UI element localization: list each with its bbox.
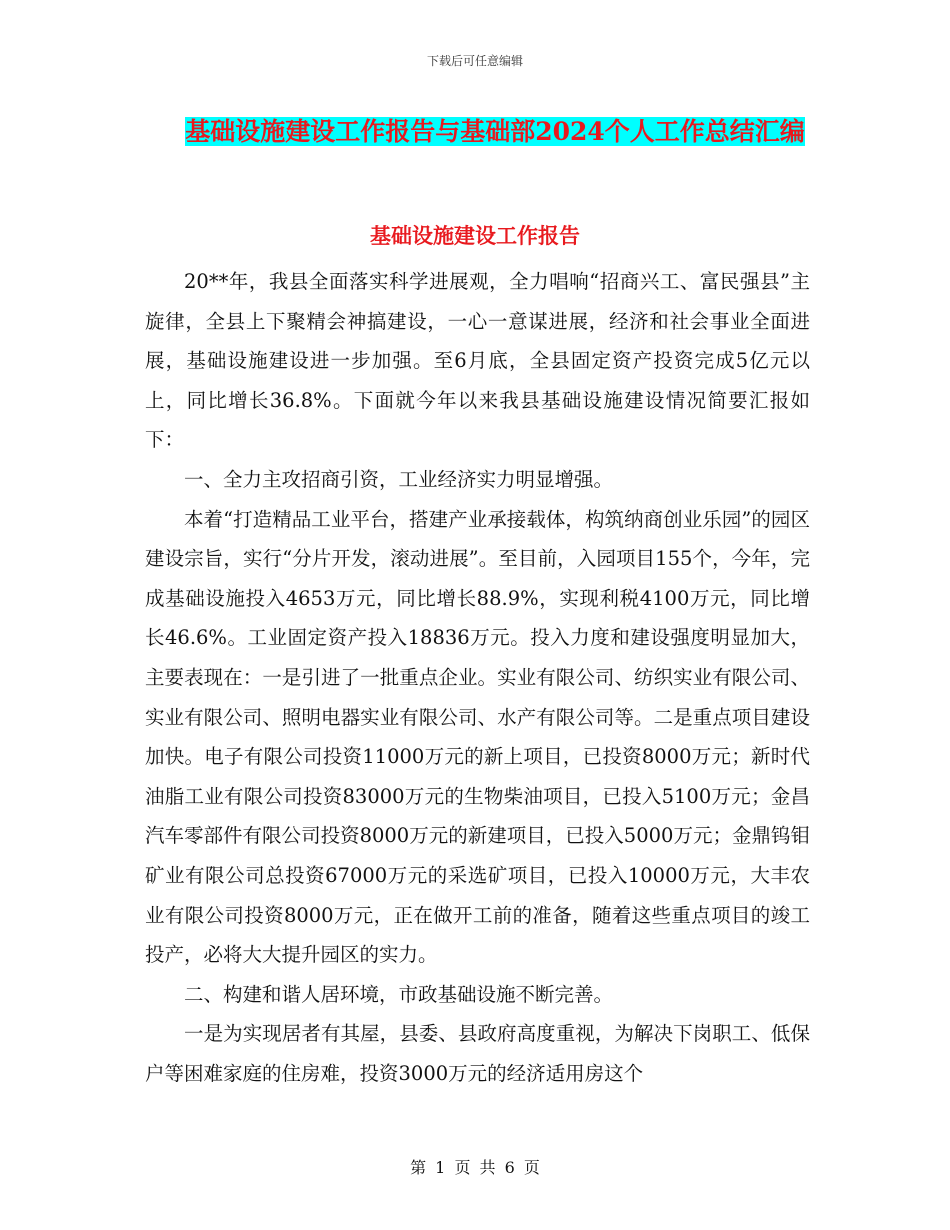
document-title-text: 基础设施建设工作报告与基础部2024个人工作总结汇编 (185, 117, 805, 146)
document-title (145, 110, 845, 153)
document-body (145, 262, 810, 1093)
paragraph-housing: 一是为实现居者有其屋，县委、县政府高度重视，为解决下岗职工、低保户等困难家庭的住房难，投资3000万元的经济适用房这个 (145, 1022, 810, 1085)
page-footer-number: 第 1 页 共 6 页 (410, 1158, 540, 1177)
page-header-note: 下载后可任意编辑 (426, 54, 523, 68)
paragraph-industrial-park: 本着“打造精品工业平台，搭建产业承接载体，构筑纳商创业乐园”的园区建设宗旨，实行“分片开发，滚动进展”。至目前，入园项目155个，今年，完成基础设施投入4653万元，同比增长88.9%，实现利税4100万元，同比增长46.6%。工业固定资产投入18836万元。投入力度和建设强度明显加大，主要表现在：一是引进了一批重点企业。实业有限公司、纺织实业有限公司、实业有限公司、照明电器实业有限公司、水产有限公司等。二是重点项目建设加快。电子有限公司投资11000万元的新上项目，已投资8000万元；新时代油脂工业有限公司投资83000万元的生物柴油项目，已投入5100万元；金昌汽车零部件有限公司投资8000万元的新建项目，已投入5000万元；金鼎钨钼矿业有限公司总投资67000万元的采选矿项目，已投入10000万元，大丰农业有限公司投资8000万元，正在做开工前的准备，随着这些重点项目的竣工投产，必将大大提升园区的实力。 (145, 507, 810, 967)
paragraph-heading-1: 一、全力主攻招商引资，工业经济实力明显增强。 (184, 467, 614, 491)
section-title: 基础设施建设工作报告 (370, 223, 580, 248)
paragraph-heading-2: 二、构建和谐人居环境，市政基础设施不断完善。 (184, 982, 614, 1006)
paragraph-intro: 20**年，我县全面落实科学进展观，全力唱响“招商兴工、富民强县”主旋律，全县上下聚精会神搞建设，一心一意谋进展，经济和社会事业全面进展，基础设施建设进一步加强。至6月底，全县固定资产投资完成5亿元以上，同比增长36.8%。下面就今年以来我县基础设施建设情况简要汇报如下： (145, 270, 810, 452)
